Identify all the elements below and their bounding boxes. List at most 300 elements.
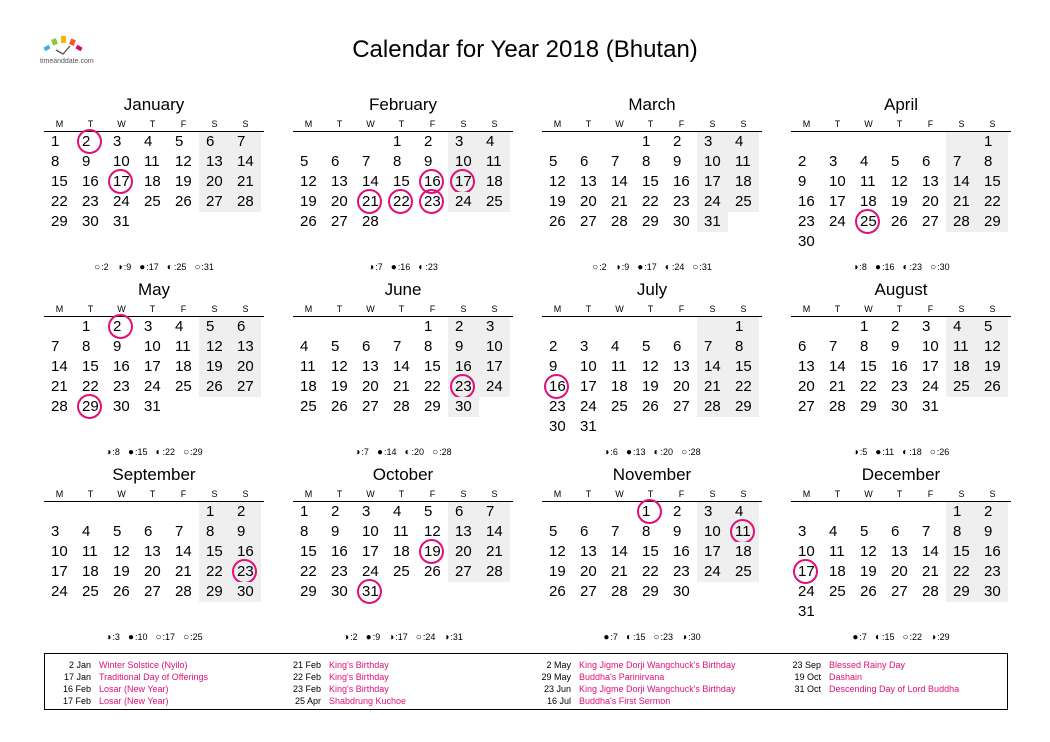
weekday-label: S [211, 489, 218, 499]
day-cell: 14 [479, 522, 510, 542]
moon-phase [183, 632, 203, 642]
weekday-label: T [336, 119, 343, 129]
moon-phase [692, 262, 712, 272]
moon-phase-date: :29 [937, 632, 950, 642]
day-cell: 26 [331, 398, 348, 415]
day-cell: 9 [673, 153, 682, 170]
holiday-row [45, 671, 208, 683]
empty-cell [853, 232, 884, 252]
day-cell: 26 [199, 377, 230, 397]
weekday-label: M [802, 119, 811, 129]
weekday-label: S [491, 489, 498, 499]
day-cell: 27 [580, 583, 597, 600]
empty-cell [822, 502, 853, 522]
day-cell: 16 [448, 357, 479, 377]
moon-phase-date: :13 [632, 447, 646, 457]
holiday-row [45, 659, 208, 671]
last-moon-icon: ◐ [418, 262, 425, 273]
day-cell: 18 [144, 173, 161, 190]
holiday-row [45, 683, 208, 695]
day-grid [542, 132, 762, 232]
holiday-name[interactable]: Losar (New Year) [99, 696, 169, 706]
moon-phase-date: :23 [425, 262, 438, 272]
day-cell: 21 [946, 192, 977, 212]
day-cell: 28 [362, 213, 379, 230]
full-moon-icon: ● [874, 262, 881, 273]
holiday-list [44, 653, 1008, 710]
day-cell: 23 [82, 193, 99, 210]
holiday-name[interactable]: King's Birthday [329, 660, 389, 670]
day-cell: 13 [798, 358, 815, 375]
day-cell: 6 [922, 153, 931, 170]
day-cell: 2 [798, 153, 807, 170]
holiday-name[interactable]: Dashain [829, 672, 863, 682]
day-cell: 24 [798, 583, 815, 600]
holiday-day-cell: 31 [355, 582, 386, 602]
weekday-label: T [398, 304, 405, 314]
day-cell: 7 [362, 153, 371, 170]
holiday-name[interactable]: Winter Solstice (Nyilo) [99, 660, 188, 670]
holiday-date: 25 Apr [294, 696, 321, 706]
day-cell: 7 [51, 338, 60, 355]
day-cell: 25 [82, 583, 99, 600]
weekday-label: T [834, 489, 841, 499]
day-cell: 1 [424, 318, 433, 335]
moon-phase [156, 447, 176, 457]
day-cell: 11 [860, 173, 876, 190]
day-cell: 27 [448, 562, 479, 582]
empty-cell [137, 502, 168, 522]
moon-phase [194, 262, 214, 272]
day-cell: 10 [144, 338, 161, 355]
holiday-row [525, 695, 735, 707]
holiday-day-cell: 25 [853, 212, 884, 232]
moon-phase [354, 447, 369, 457]
new-moon-icon: ○ [183, 447, 190, 458]
holiday-day-cell: 1 [635, 502, 666, 522]
holiday-date: 23 Sep [792, 660, 821, 670]
weekday-label: M [55, 489, 64, 499]
weekday-label: S [958, 119, 965, 129]
moon-phases-november [542, 632, 762, 643]
day-cell: 10 [697, 522, 728, 542]
day-cell: 13 [199, 152, 230, 172]
weekday-label: T [647, 119, 654, 129]
day-cell: 8 [977, 152, 1008, 172]
day-cell: 4 [946, 317, 977, 337]
day-cell: 30 [549, 418, 566, 435]
weekday-label: T [834, 119, 841, 129]
weekday-label: M [553, 119, 562, 129]
day-cell: 26 [300, 213, 317, 230]
month-february [293, 94, 513, 232]
day-cell: 12 [113, 543, 130, 560]
weekday-header [791, 118, 1011, 132]
weekday-label: M [55, 119, 64, 129]
weekday-label: T [896, 304, 903, 314]
day-cell: 18 [860, 193, 877, 210]
day-cell: 3 [144, 318, 153, 335]
empty-cell [355, 317, 386, 337]
holiday-name[interactable]: Shabdrung Kuchoe [329, 696, 407, 706]
day-cell: 9 [448, 337, 479, 357]
weekday-label: T [585, 119, 592, 129]
holiday-name[interactable]: Losar (New Year) [99, 684, 169, 694]
month-name: June [384, 280, 422, 299]
last-moon-icon: ◐ [902, 447, 909, 458]
weekday-header [791, 488, 1011, 502]
moon-phase-date: :2 [101, 262, 109, 272]
day-cell: 28 [393, 398, 410, 415]
day-cell: 14 [946, 172, 977, 192]
weekday-label: S [989, 304, 996, 314]
weekday-label: W [117, 304, 126, 314]
empty-cell [137, 212, 168, 232]
day-cell: 21 [829, 378, 846, 395]
holiday-name[interactable]: King's Birthday [329, 684, 389, 694]
moon-phase-date: :2 [599, 262, 607, 272]
day-cell: 4 [479, 132, 510, 152]
day-grid [293, 132, 513, 232]
day-cell: 8 [393, 153, 402, 170]
weekday-label: S [491, 304, 498, 314]
weekday-label: M [553, 304, 562, 314]
day-cell: 3 [798, 523, 807, 540]
moon-phase [615, 262, 630, 272]
day-cell: 17 [144, 358, 161, 375]
day-cell: 1 [300, 503, 309, 520]
day-cell: 28 [922, 583, 939, 600]
first-moon-icon: ◑ [852, 262, 859, 273]
day-cell: 27 [798, 398, 815, 415]
day-cell: 16 [891, 358, 908, 375]
new-moon-icon: ○ [432, 447, 439, 458]
day-cell: 1 [642, 133, 651, 150]
moon-phase-date: :15 [881, 632, 895, 642]
day-cell: 19 [891, 193, 908, 210]
holiday-name[interactable]: Buddha's First Sermon [579, 696, 671, 706]
holiday-name[interactable]: King's Birthday [329, 672, 389, 682]
day-cell: 12 [549, 543, 566, 560]
empty-cell [697, 582, 728, 602]
moon-phase [377, 447, 397, 457]
holiday-name[interactable]: King Jigme Dorji Wangchuck's Birthday [579, 684, 736, 694]
full-moon-icon: ● [365, 632, 372, 643]
empty-cell [977, 232, 1008, 252]
day-cell: 27 [230, 377, 261, 397]
day-cell: 30 [798, 233, 815, 250]
last-moon-icon: ◐ [874, 632, 881, 643]
moon-phase-date: :22 [909, 632, 923, 642]
weekday-label: S [242, 119, 249, 129]
day-cell: 31 [922, 398, 939, 415]
first-moon-icon: ◑ [852, 447, 859, 458]
day-cell: 24 [829, 213, 846, 230]
new-moon-icon: ○ [930, 262, 937, 273]
holiday-name[interactable]: Buddha's Parinirvana [579, 672, 665, 682]
weekday-label: T [896, 489, 903, 499]
holiday-name[interactable]: King Jigme Dorji Wangchuck's Birthday [579, 660, 736, 670]
weekday-label: F [429, 119, 436, 129]
day-cell: 26 [424, 563, 441, 580]
empty-cell [417, 582, 448, 602]
moon-phase [432, 447, 452, 457]
day-cell: 6 [891, 523, 900, 540]
weekday-label: T [647, 304, 654, 314]
moon-phase [388, 632, 408, 642]
moon-phase-date: :20 [411, 447, 425, 457]
weekday-label: S [242, 304, 249, 314]
empty-cell [884, 502, 915, 522]
month-november [542, 464, 762, 602]
last-moon-icon: ◐ [166, 262, 173, 273]
moon-phase-date: :18 [909, 447, 922, 457]
moon-phase [156, 632, 176, 642]
day-cell: 29 [642, 213, 659, 230]
holiday-row [775, 671, 959, 683]
moon-phase-date: :14 [383, 447, 397, 457]
day-cell: 11 [829, 543, 845, 560]
moon-phase [654, 447, 674, 457]
moon-phase [391, 262, 411, 272]
day-cell: 31 [697, 212, 728, 232]
day-cell: 7 [697, 337, 728, 357]
empty-cell [977, 397, 1008, 417]
day-cell: 22 [642, 563, 659, 580]
weekday-label: M [304, 304, 313, 314]
day-cell: 12 [549, 173, 566, 190]
day-cell: 31 [580, 418, 597, 435]
empty-cell [479, 582, 510, 602]
moon-phase [852, 632, 867, 642]
empty-cell [324, 317, 355, 337]
empty-cell [199, 397, 230, 417]
day-cell: 9 [424, 153, 433, 170]
holiday-day-cell: 16 [417, 172, 448, 192]
day-cell: 16 [113, 358, 130, 375]
full-moon-icon: ● [852, 632, 859, 643]
moon-phase [681, 632, 701, 642]
day-cell: 18 [611, 378, 628, 395]
day-cell: 20 [922, 193, 939, 210]
full-moon-icon: ● [390, 262, 397, 273]
moon-phase-date: :6 [610, 447, 618, 457]
moon-phase-date: :7 [361, 447, 369, 457]
full-moon-icon: ● [875, 447, 882, 458]
day-cell: 12 [331, 358, 348, 375]
day-cell: 29 [728, 397, 759, 417]
day-cell: 16 [331, 543, 348, 560]
moon-phase [930, 632, 950, 642]
moon-phase-date: :2 [350, 632, 358, 642]
moon-phase [128, 447, 148, 457]
day-cell: 14 [611, 543, 628, 560]
day-cell: 5 [549, 523, 558, 540]
day-cell: 13 [580, 173, 597, 190]
day-cell: 21 [611, 563, 628, 580]
moon-phase [94, 262, 109, 272]
day-cell: 8 [946, 522, 977, 542]
moon-phase-date: :24 [671, 262, 685, 272]
day-cell: 9 [331, 523, 340, 540]
holiday-name[interactable]: Descending Day of Lord Buddha [829, 684, 960, 694]
weekday-label: F [180, 489, 187, 499]
holiday-day-cell: 2 [75, 132, 106, 152]
empty-cell [915, 132, 946, 152]
day-cell: 15 [424, 358, 441, 375]
day-cell: 19 [175, 173, 192, 190]
day-cell: 1 [860, 318, 869, 335]
empty-cell [604, 417, 635, 437]
moon-phase-date: :23 [909, 262, 923, 272]
day-cell: 29 [51, 213, 68, 230]
day-grid [542, 502, 762, 602]
day-grid [44, 502, 264, 602]
month-name: November [612, 465, 692, 484]
day-cell: 18 [393, 543, 410, 560]
last-moon-icon: ◐ [902, 262, 909, 273]
day-cell: 12 [891, 173, 908, 190]
day-cell: 20 [199, 172, 230, 192]
moon-phase [405, 447, 425, 457]
day-cell: 16 [977, 542, 1008, 562]
day-cell: 28 [479, 562, 510, 582]
day-cell: 7 [922, 523, 931, 540]
weekday-label: F [678, 489, 685, 499]
new-moon-icon: ○ [592, 262, 599, 273]
day-cell: 2 [448, 317, 479, 337]
day-cell: 21 [922, 563, 939, 580]
weekday-label: T [896, 119, 903, 129]
day-cell: 19 [199, 357, 230, 377]
day-cell: 10 [829, 173, 846, 190]
day-cell: 16 [798, 193, 815, 210]
moon-phase [105, 632, 120, 642]
day-cell: 10 [479, 337, 510, 357]
day-cell: 3 [479, 317, 510, 337]
new-moon-icon: ○ [902, 632, 909, 643]
day-cell: 24 [697, 562, 728, 582]
month-name: February [368, 95, 438, 114]
day-cell: 24 [51, 583, 68, 600]
day-cell: 21 [611, 193, 628, 210]
day-cell: 18 [829, 563, 846, 580]
moon-phase-date: :11 [882, 447, 895, 457]
holiday-day-cell: 17 [106, 172, 137, 192]
day-cell: 22 [82, 378, 99, 395]
day-cell: 6 [144, 523, 153, 540]
weekday-label: S [211, 119, 218, 129]
weekday-label: T [149, 304, 156, 314]
day-cell: 1 [199, 502, 230, 522]
moon-phases-june [293, 447, 513, 458]
day-cell: 19 [642, 378, 659, 395]
moon-phase-date: :16 [397, 262, 411, 272]
moon-phase [128, 632, 148, 642]
weekday-label: M [802, 304, 811, 314]
day-cell: 30 [977, 582, 1008, 602]
empty-cell [635, 417, 666, 437]
day-cell: 4 [728, 132, 759, 152]
first-moon-icon: ◑ [105, 632, 112, 643]
holiday-day-cell: 22 [386, 192, 417, 212]
moon-phases-january [44, 262, 264, 273]
moon-phase [592, 262, 607, 272]
first-moon-icon: ◑ [354, 447, 361, 458]
moon-phase-date: :29 [190, 447, 203, 457]
weekday-label: F [429, 304, 436, 314]
day-cell: 11 [175, 338, 191, 355]
moon-phase-date: :3 [112, 632, 120, 642]
day-cell: 5 [300, 153, 309, 170]
moon-phase-date: :8 [112, 447, 120, 457]
empty-cell [417, 212, 448, 232]
day-cell: 5 [891, 153, 900, 170]
moon-phase-date: :17 [162, 632, 176, 642]
day-cell: 16 [673, 543, 690, 560]
moon-phase-date: :16 [881, 262, 895, 272]
holiday-day-cell: 21 [355, 192, 386, 212]
day-cell: 10 [51, 543, 68, 560]
empty-cell [230, 212, 261, 232]
day-cell: 14 [393, 358, 410, 375]
day-cell: 18 [175, 358, 192, 375]
day-cell: 15 [51, 173, 68, 190]
holiday-date: 31 Oct [794, 684, 821, 694]
empty-cell [542, 502, 573, 522]
day-cell: 6 [199, 132, 230, 152]
month-july [542, 279, 762, 437]
weekday-label: W [864, 304, 873, 314]
day-cell: 10 [362, 523, 379, 540]
empty-cell [822, 132, 853, 152]
weekday-label: F [678, 304, 685, 314]
holiday-name[interactable]: Traditional Day of Offerings [99, 672, 209, 682]
day-cell: 30 [82, 213, 99, 230]
moon-phase-date: :30 [937, 262, 950, 272]
empty-cell [386, 212, 417, 232]
day-cell: 28 [230, 192, 261, 212]
day-cell: 16 [673, 173, 690, 190]
holiday-name[interactable]: Blessed Rainy Day [829, 660, 906, 670]
empty-cell [44, 317, 75, 337]
moon-phases-may [44, 447, 264, 458]
day-grid [293, 317, 513, 417]
empty-cell [75, 502, 106, 522]
weekday-label: S [242, 489, 249, 499]
day-cell: 11 [393, 523, 409, 540]
full-moon-icon: ● [139, 262, 146, 273]
first-moon-icon: ◑ [343, 632, 350, 643]
moon-phase-date: :26 [936, 447, 950, 457]
day-cell: 29 [642, 583, 659, 600]
moon-phase-date: :8 [859, 262, 867, 272]
moon-phase-date: :22 [162, 447, 176, 457]
holiday-day-cell: 23 [448, 377, 479, 397]
weekday-header [44, 488, 264, 502]
day-cell: 2 [977, 502, 1008, 522]
day-cell: 27 [673, 398, 690, 415]
weekday-label: S [211, 304, 218, 314]
moon-phase [603, 447, 618, 457]
empty-cell [666, 317, 697, 337]
weekday-label: T [87, 119, 94, 129]
empty-cell [604, 132, 635, 152]
day-cell: 12 [300, 173, 317, 190]
month-june [293, 279, 513, 417]
empty-cell [853, 602, 884, 622]
day-cell: 17 [362, 543, 379, 560]
